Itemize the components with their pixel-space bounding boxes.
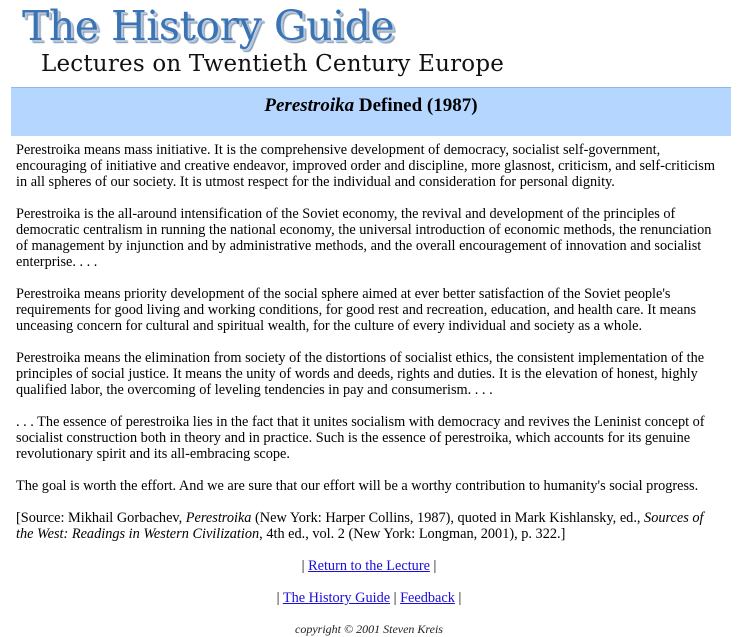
- nav-separator: |: [301, 558, 305, 574]
- feedback-link[interactable]: Feedback: [400, 590, 455, 606]
- page-title-italic: Perestroika: [264, 95, 355, 116]
- nav-separator: |: [393, 590, 397, 606]
- source-prefix: [Source: Mikhail Gorbachev,: [16, 510, 186, 526]
- source-suffix: , 4th ed., vol. 2 (New York: Longman, 2001), p. 322.]: [259, 526, 566, 542]
- paragraph: . . . The essence of perestroika lies in the fact that it unites socialism with democracy and revives the Leninist concept of socialist construction both in theory and in practice. Such is the essence of perestroika, which accounts for its genuine revolutionary spirit and its all-embracing scope.: [16, 414, 705, 462]
- source-citation: [16, 510, 722, 542]
- nav-separator: |: [458, 590, 462, 606]
- return-to-lecture-link[interactable]: Return to the Lecture: [308, 558, 430, 574]
- history-guide-link[interactable]: The History Guide: [282, 590, 391, 606]
- site-nav: [16, 590, 722, 606]
- site-logo-title[interactable]: The History Guide: [22, 2, 395, 50]
- source-anthology-title: Sources of the West: Readings in Western Civilization: [16, 510, 704, 542]
- document-body: [16, 142, 722, 637]
- source-middle: (New York: Harper Collins, 1987), quoted in Mark Kishlansky, ed.,: [251, 510, 645, 526]
- page-title-rest: Defined (1987): [354, 95, 478, 116]
- site-subtitle: Lectures on Twentieth Century Europe: [41, 51, 505, 77]
- paragraph: Perestroika means mass initiative. It is the comprehensive development of democracy, socialist self-government, encouraging of initiative and creative endeavor, improved order and discipline, more glasnost, criticism, and self-criticism in all spheres of our society. It is utmost respect for the individual and consideration for personal dignity.: [16, 142, 715, 190]
- paragraph: Perestroika is the all-around intensification of the Soviet economy, the revival and development of the principles of democratic centralism in running the national economy, the universal introduction of economic methods, the renunciation of management by injunction and by administrative methods, and the overall encouragement of innovation and socialist enterprise. . . .: [16, 206, 712, 270]
- title-banner: [11, 87, 731, 136]
- paragraph: Perestroika means the elimination from society of the distortions of socialist ethics, the consistent implementation of the principles of social justice. It means the unity of words and deeds, rights and duties. It is the elevation of honest, highly qualified labor, the overcoming of leveling tendencies in pay and consumerism. . . .: [16, 350, 705, 398]
- page-title: [11, 95, 731, 117]
- nav-separator: |: [433, 558, 437, 574]
- copyright-notice: copyright © 2001 Steven Kreis: [295, 622, 443, 636]
- source-book-title: Perestroika: [185, 510, 252, 526]
- nav-separator: |: [276, 590, 280, 606]
- paragraph: The goal is worth the effort. And we are sure that our effort will be a worthy contribution to humanity's social progress.: [16, 478, 699, 494]
- return-nav: [16, 558, 722, 574]
- paragraph: Perestroika means priority development of the social sphere aimed at ever better satisfaction of the Soviet people's requirements for good living and working conditions, for good rest and recreation, education, and health care. It means unceasing concern for cultural and spiritual wealth, for the culture of every individual and society as a whole.: [16, 286, 697, 334]
- masthead: [22, 2, 505, 82]
